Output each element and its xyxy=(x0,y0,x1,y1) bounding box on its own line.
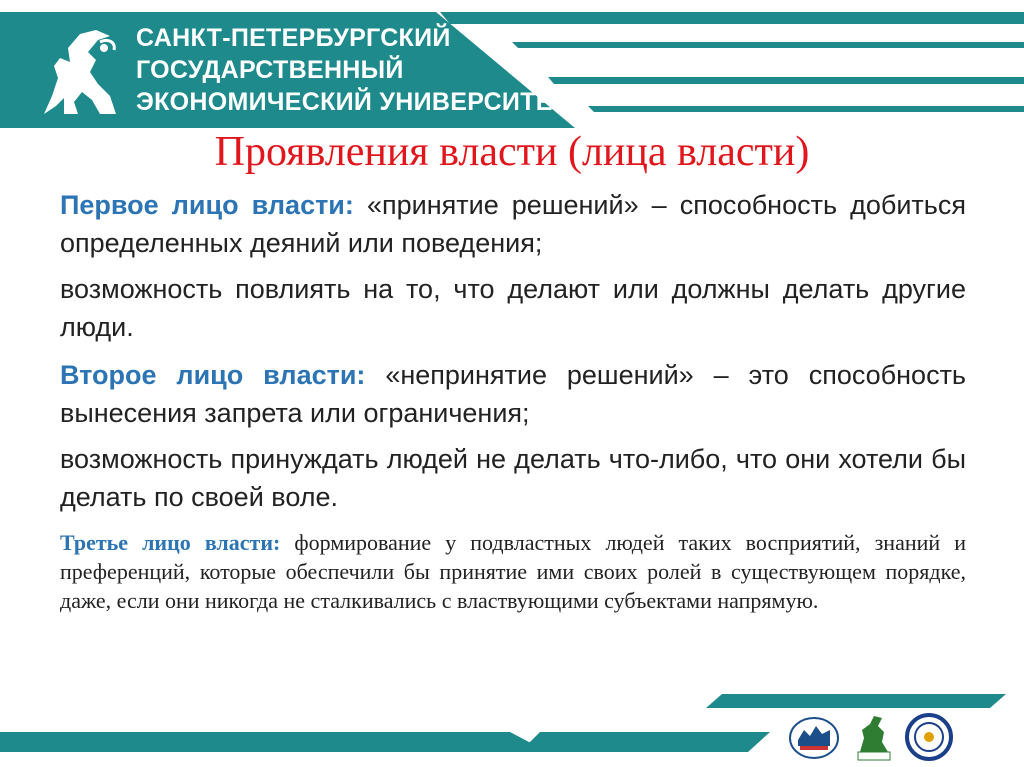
first-face-paragraph xyxy=(60,186,966,262)
first-face-term: Первое лицо власти: xyxy=(60,190,354,220)
third-face-paragraph xyxy=(60,528,966,615)
slide-content xyxy=(60,186,966,615)
third-face-text: формирование у подвластных людей таких восприятий, знаний и преференций, которые обеспечили бы принятие ими своих ролей в существующем порядке, даже, если они никогда не сталкивались с властвующими субъектами напрямую. xyxy=(60,530,966,613)
second-face-text: «непринятие решений» – это способность вынесения запрета или ограничения; xyxy=(60,360,966,428)
partner-emblem-icon xyxy=(904,712,954,762)
university-name-line: САНКТ-ПЕТЕРБУРГСКИЙ xyxy=(136,24,451,52)
second-face-extra-paragraph: возможность принуждать людей не делать что-либо, что они хотели бы делать по своей воле. xyxy=(60,444,966,512)
slide-title: Проявления власти (лица власти) xyxy=(214,129,810,175)
fidek-logo-icon xyxy=(852,712,896,762)
first-face-extra-paragraph: возможность повлиять на то, что делают или должны делать другие люди. xyxy=(60,274,966,342)
university-name xyxy=(136,22,568,118)
first-face-text: «принятие решений» – способность добиться определенных деяний или поведения; xyxy=(60,190,966,258)
second-face-paragraph xyxy=(60,356,966,432)
university-name-line: ГОСУДАРСТВЕННЫЙ xyxy=(136,56,404,84)
third-face-term: Третье лицо власти: xyxy=(60,530,281,555)
griffin-icon xyxy=(38,26,120,118)
university-name-line: ЭКОНОМИЧЕСКИЙ УНИВЕРСИТЕТ xyxy=(136,88,569,116)
partner-logo-icon xyxy=(788,716,840,760)
second-face-term: Второе лицо власти: xyxy=(60,360,366,390)
